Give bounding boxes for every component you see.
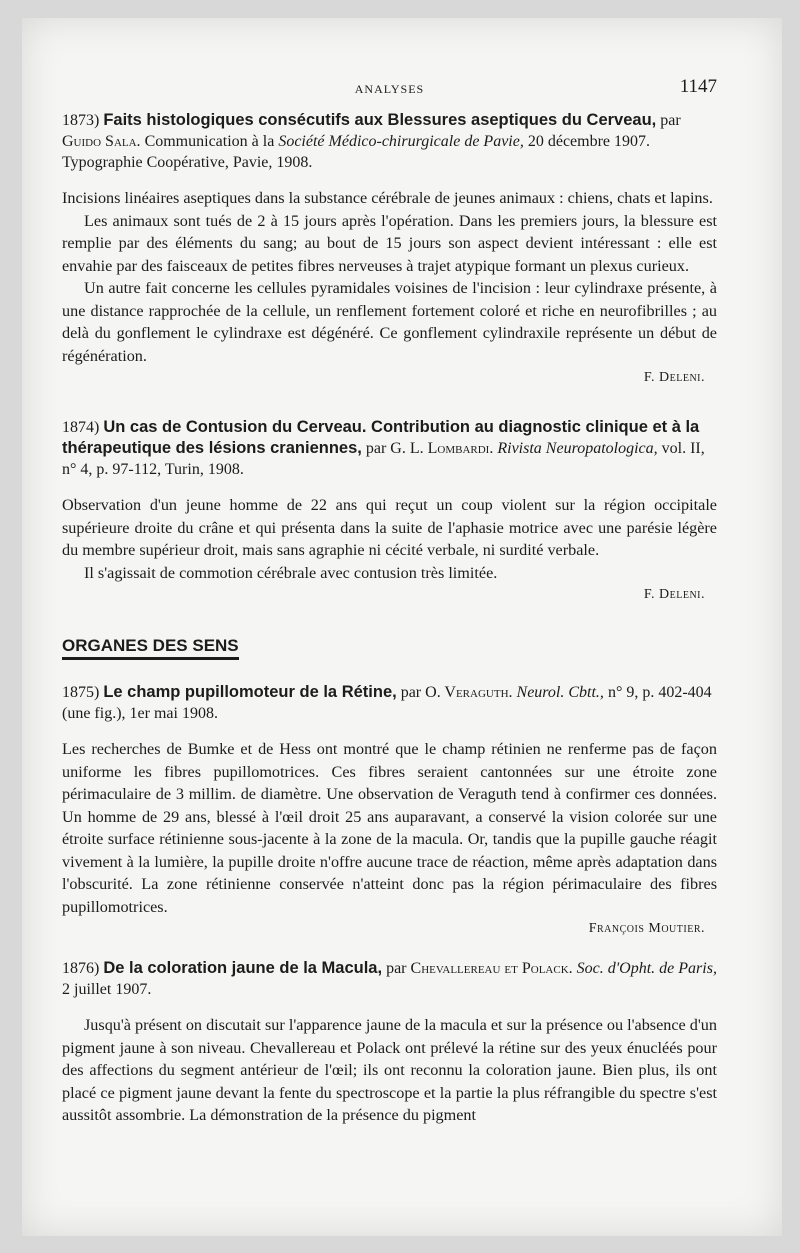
entry-number: 1876): [62, 960, 100, 977]
entry-number: 1875): [62, 684, 100, 701]
entry-par: par: [400, 684, 422, 701]
entry-number: 1873): [62, 112, 100, 129]
paragraph: Les recherches de Bumke et de Hess ont montré que le champ rétinien ne renferme pas de façon uniforme les fibres pupillomotrices. Ces fibres seraient cantonnées sur une étroite zone périmaculaire de 3 millim. de diamètre. Une observation de Veraguth tend à confirmer ces données. Un homme de 29 ans, blessé à l'œil droit 25 ans auparavant, a conservé la vision colorée sur une étroite surface rétinienne sous-jacente à la zone de la macula. Or, tandis que la pupille gauche réagit vivement à la lumière, la pupille droite n'offre aucune trace de réaction, même après adaptation dans l'obscurité. La zone rétinienne conservée n'atteint donc pas la région périmaculaire des fibres pupillomotrices.: [62, 740, 717, 916]
entry-reference-details: 20 décembre 1907. Typographie Coopérative, Pavie, 1908.: [62, 133, 651, 171]
page-number: 1147: [679, 76, 717, 97]
entry-par: par: [365, 440, 387, 457]
entry-reference-details: vol. II, n° 4, p. 97-112, Turin, 1908.: [62, 440, 705, 478]
entry-number: 1874): [62, 419, 100, 436]
entry-author: O. Veraguth.: [425, 684, 513, 701]
signature: F. Deleni.: [643, 370, 705, 385]
page-content: [62, 76, 717, 1127]
entry-journal: Rivista Neuropatologica,: [497, 440, 658, 457]
entry-journal: Société Médico-chirurgicale de Pavie,: [278, 133, 524, 150]
entry-1873-body: [62, 187, 717, 389]
running-title: ANALYSES: [354, 82, 425, 96]
paragraph: Observation d'un jeune homme de 22 ans qui reçut un coup violent sur la région occipitale supérieure droite du crâne et qui présenta dans la suite de l'aphasie motrice avec une parésie légère du membre supérieur droit, mais sans agraphie ni cécité verbale, ni surdité verbale.: [62, 496, 717, 559]
signature: F. Deleni.: [643, 587, 705, 602]
entry-1875-heading: [62, 682, 717, 724]
entry-1873-heading: [62, 110, 717, 173]
entry-reference-details: 2 juillet 1907.: [62, 981, 152, 998]
entry-par: par: [386, 960, 407, 977]
signature: François Moutier.: [588, 921, 705, 936]
entry-title: Un cas de Contusion du Cerveau. Contribution au diagnostic clinique et à la thérapeutique des lésions craniennes,: [62, 418, 700, 457]
entry-par: par: [660, 112, 681, 129]
entry-reference: Communication à la: [144, 133, 275, 150]
entry-1874-heading: [62, 417, 717, 480]
entry-reference-details: n° 9, p. 402-404 (une fig.), 1er mai 1908.: [62, 684, 712, 722]
paragraph: Jusqu'à présent on discutait sur l'apparence jaune de la macula et sur la présence ou l'absence d'un pigment jaune à son niveau. Chevallereau et Polack ont prélevé la rétine sur des yeux énucléés pour des affections du segment antérieur de l'œil; ils ont reconnu la coloration jaune. Bien plus, ils ont placé ce pigment jaune devant la fente du spectroscope et la partie la plus réfrangible du spectre s'est aussitôt assombrie. La démonstration de la présence du pigment: [62, 1016, 717, 1124]
entry-1874-body: [62, 494, 717, 606]
paragraph: Incisions linéaires aseptiques dans la substance cérébrale de jeunes animaux : chiens, chats et lapins.: [62, 189, 713, 207]
entry-title: Faits histologiques consécutifs aux Blessures aseptiques du Cerveau,: [103, 111, 657, 129]
entry-journal: Soc. d'Opht. de Paris,: [576, 960, 717, 977]
entry-author: Chevallereau et Polack.: [410, 960, 573, 977]
section-heading: ORGANES DES SENS: [62, 636, 239, 660]
entry-1876-body: [62, 1014, 717, 1127]
paragraph: Un autre fait concerne les cellules pyramidales voisines de l'incision : leur cylindraxe présente, à une distance rapprochée de la cellule, un renflement fortement coloré et riche en neurofibrilles ; au delà du gonflement le cylindraxe est dégénéré. Ce gonflement cylindraxile représente un début de régénération.: [62, 279, 717, 365]
entry-title: Le champ pupillomoteur de la Rétine,: [103, 683, 397, 701]
entry-title: De la coloration jaune de la Macula,: [103, 959, 383, 977]
entry-1876-heading: [62, 958, 717, 1000]
entry-author: G. L. Lombardi.: [390, 440, 494, 457]
entry-journal: Neurol. Cbtt.,: [516, 684, 604, 701]
entry-1875-body: [62, 738, 717, 940]
page: [22, 18, 782, 1236]
entry-author: Guido Sala.: [62, 133, 141, 150]
paragraph: Les animaux sont tués de 2 à 15 jours après l'opération. Dans les premiers jours, la blessure est remplie par des éléments du sang; au bout de 15 jours son aspect devient intéressant : elle est envahie par des faisceaux de petites fibres nerveuses à trajet atypique formant un plexus curieux.: [62, 211, 717, 275]
running-header: [62, 76, 717, 106]
paragraph: Il s'agissait de commotion cérébrale avec contusion très limitée.: [84, 563, 498, 582]
